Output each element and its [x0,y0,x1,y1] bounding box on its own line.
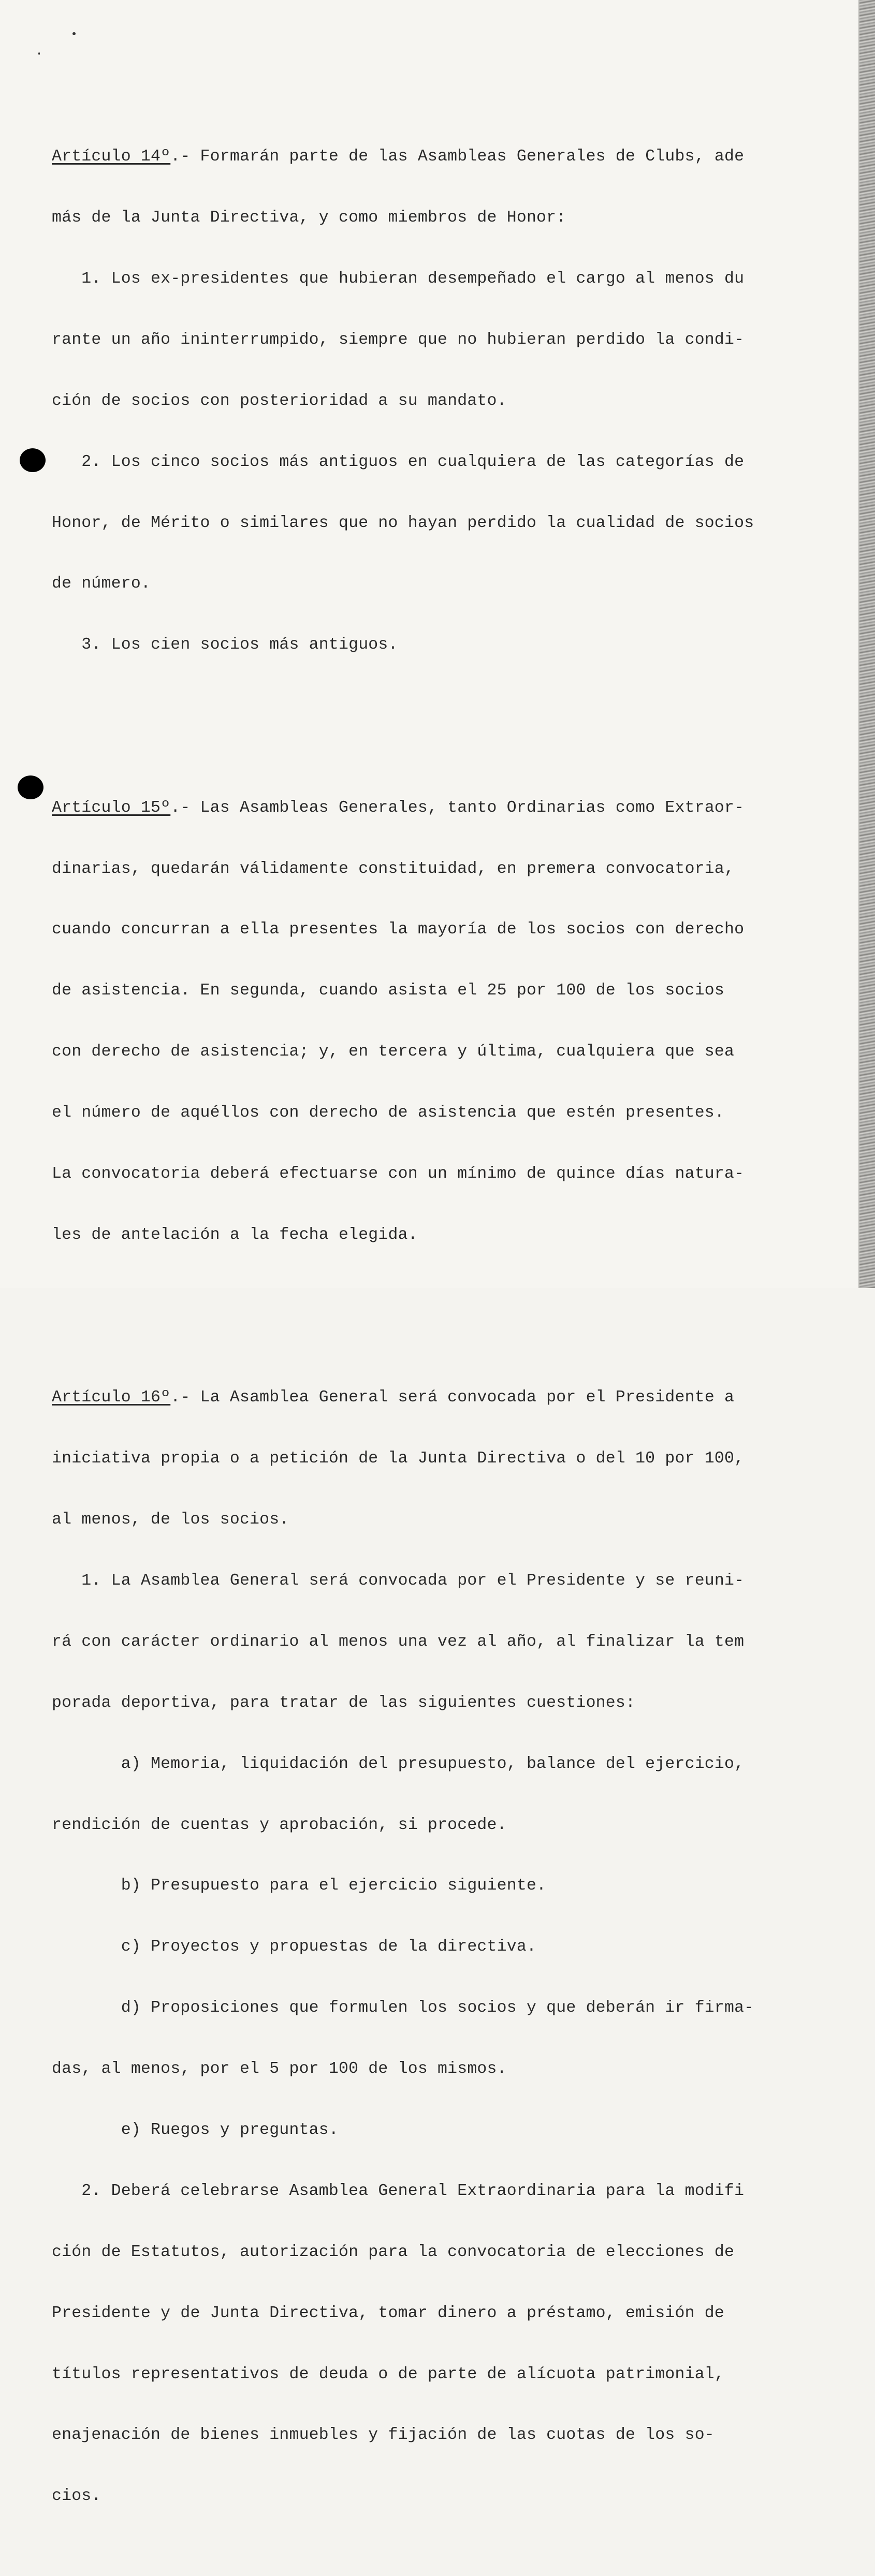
art16-heading: Artículo 16º [52,1388,171,1407]
text-line: das, al menos, por el 5 por 100 de los mismos. [52,2060,507,2079]
ink-speck [72,32,76,35]
text-line: el número de aquéllos con derecho de asistencia que estén presentes. [52,1104,725,1122]
text-line: porada deportiva, para tratar de las siguientes cuestiones: [52,1693,636,1712]
text-line: ción de socios con posterioridad a su mandato. [52,391,507,410]
document-body [52,65,803,2576]
text-line: c) Proyectos y propuestas de la directiva. [52,1938,537,1956]
text-line: 2. Los cinco socios más antiguos en cualquiera de las categorías de [52,452,745,471]
text-line: La convocatoria deberá efectuarse con un mínimo de quince días natura- [52,1165,745,1183]
text-line: Honor, de Mérito o similares que no hayan perdido la cualidad de socios [52,514,754,532]
text-line: más de la Junta Directiva, y como miembros de Honor: [52,209,566,227]
art15-line-1: Artículo 15º.- Las Asambleas Generales, tanto Ordinarias como Extraor- [52,798,745,817]
text-line: iniciativa propia o a petición de la Junta Directiva o del 10 por 100, [52,1450,745,1468]
art14-line-1: Artículo 14º.- Formarán parte de las Asambleas Generales de Clubs, ade [52,148,745,166]
text-line: enajenación de bienes inmuebles y fijación de las cuotas de los so- [52,2426,714,2445]
art16-line-1: Artículo 16º.- La Asamblea General será convocada por el Presidente a [52,1388,735,1407]
text-line: cios. [52,2487,101,2506]
text-line: b) Presupuesto para el ejercicio siguiente. [52,1877,547,1895]
punch-hole-top [20,448,46,472]
text-line: e) Ruegos y preguntas. [52,2120,339,2139]
text-line: Presidente y de Junta Directiva, tomar dinero a préstamo, emisión de [52,2304,725,2322]
text-line: cuando concurran a ella presentes la mayoría de los socios con derecho [52,920,745,939]
text-line: rá con carácter ordinario al menos una vez al año, al finalizar la tem [52,1632,745,1651]
text-line: dinarias, quedarán válidamente constituidad, en premera convocatoria, [52,859,735,878]
text-line: títulos representativos de deuda o de parte de alícuota patrimonial, [52,2365,725,2383]
punch-hole-bottom [18,775,43,799]
ink-speck [38,52,40,55]
text-line: 1. Los ex-presidentes que hubieran desempeñado el cargo al menos du [52,269,745,288]
text-line: rante un año ininterrumpido, siempre que no hubieran perdido la condi- [52,330,745,349]
text-line: 3. Los cien socios más antiguos. [52,636,398,654]
scan-edge [858,0,875,1288]
text-line: les de antelación a la fecha elegida. [52,1225,418,1244]
art14-heading: Artículo 14º [52,148,171,166]
text-line: rendición de cuentas y aprobación, si procede. [52,1816,507,1834]
text-line: a) Memoria, liquidación del presupuesto, balance del ejercicio, [52,1754,745,1773]
text-line: 1. La Asamblea General será convocada por el Presidente y se reuni- [52,1571,745,1590]
text-line: con derecho de asistencia; y, en tercera y última, cualquiera que sea [52,1043,735,1061]
text-line: ción de Estatutos, autorización para la convocatoria de elecciones de [52,2243,735,2261]
text-line: de número. [52,575,151,593]
text-line: d) Proposiciones que formulen los socios y que deberán ir firma- [52,1999,754,2017]
text-line: al menos, de los socios. [52,1511,289,1529]
text-line: de asistencia. En segunda, cuando asista el 25 por 100 de los socios [52,982,725,1000]
text-line: 2. Deberá celebrarse Asamblea General Extraordinaria para la modifi [52,2182,745,2200]
art15-heading: Artículo 15º [52,798,171,817]
